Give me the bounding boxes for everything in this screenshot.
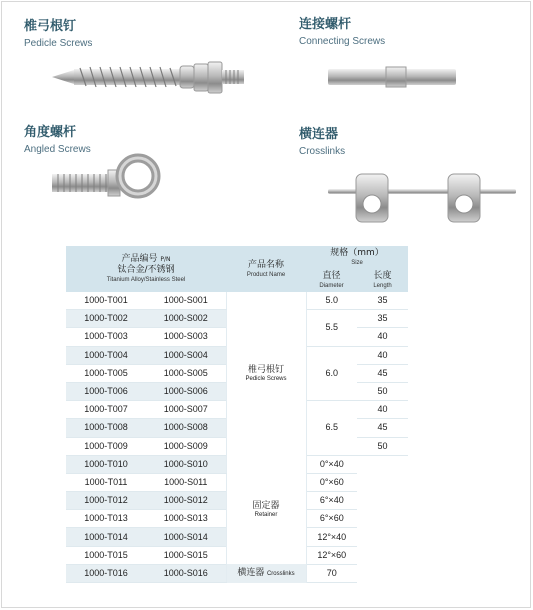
ti-pn: 1000-T013 (66, 510, 146, 528)
crosslink-size: 70 (306, 564, 357, 582)
crosslinks-image (328, 172, 518, 228)
table-row (66, 292, 408, 310)
ss-pn: 1000-S008 (146, 419, 226, 437)
product-connecting-screws (299, 18, 385, 48)
group-crosslinks-en: Crosslinks (266, 570, 295, 577)
ti-pn: 1000-T015 (66, 546, 146, 564)
ti-pn: 1000-T010 (66, 455, 146, 473)
angled-screw-image (52, 156, 164, 206)
ss-pn: 1000-S006 (146, 382, 226, 400)
pn-cn: 产品编号 (121, 254, 158, 264)
diameter-cn: 直径 (322, 270, 341, 281)
ti-pn: 1000-T008 (66, 419, 146, 437)
ss-pn: 1000-S004 (146, 346, 226, 364)
ti-pn: 1000-T006 (66, 382, 146, 400)
group-retainer-en: Retainer (254, 512, 278, 519)
group-retainer (226, 455, 306, 564)
name-cn: 产品名称 (248, 259, 285, 270)
diameter-value: 6.5 (306, 401, 357, 456)
diameter-value: 6.0 (306, 346, 357, 401)
ss-pn: 1000-S012 (146, 492, 226, 510)
ss-pn: 1000-S015 (146, 546, 226, 564)
size-en: Size (351, 259, 363, 266)
length-value: 45 (357, 419, 408, 437)
ti-pn: 1000-T014 (66, 528, 146, 546)
ti-pn: 1000-T004 (66, 346, 146, 364)
length-empty (357, 455, 408, 582)
ti-pn: 1000-T002 (66, 310, 146, 328)
retainer-size: 0°×60 (306, 473, 357, 491)
crosslinks-title-cn: 横连器 (299, 127, 339, 142)
ss-pn: 1000-S001 (146, 292, 226, 310)
ss-pn: 1000-S003 (146, 328, 226, 346)
length-cn: 长度 (373, 270, 392, 281)
pedicle-title-en: Pedicle Screws (24, 38, 93, 49)
ti-pn: 1000-T012 (66, 492, 146, 510)
ss-pn: 1000-S005 (146, 364, 226, 382)
group-pedicle-cn: 椎弓根钉 (248, 364, 285, 375)
group-retainer-cn: 固定器 (252, 500, 280, 511)
diameter-header (306, 268, 357, 292)
crosslinks-title-en: Crosslinks (299, 146, 346, 157)
length-value: 35 (357, 310, 408, 328)
connecting-screw-image (326, 66, 460, 88)
ss-pn: 1000-S016 (146, 564, 226, 582)
size-header (306, 246, 408, 268)
length-header (357, 268, 408, 292)
ss-pn: 1000-S013 (146, 510, 226, 528)
retainer-size: 12°×60 (306, 546, 357, 564)
ti-pn: 1000-T001 (66, 292, 146, 310)
group-pedicle-en: Pedicle Screws (245, 376, 287, 383)
retainer-size: 6°×40 (306, 492, 357, 510)
angled-title-cn: 角度螺杆 (24, 125, 77, 140)
length-value: 40 (357, 328, 408, 346)
length-value: 40 (357, 346, 408, 364)
ss-pn: 1000-S014 (146, 528, 226, 546)
pn-en: P/N (160, 256, 171, 263)
ti-pn: 1000-T016 (66, 564, 146, 582)
group-crosslinks (226, 564, 306, 582)
connecting-title-en: Connecting Screws (299, 36, 386, 47)
ss-pn: 1000-S010 (146, 455, 226, 473)
size-cn: 规格（mm） (330, 247, 384, 258)
name-header (226, 246, 306, 292)
group-pedicle (226, 292, 306, 455)
pedicle-title-cn: 椎弓根钉 (24, 19, 77, 34)
material-cn: 钛合金/不锈钢 (117, 265, 175, 275)
retainer-size: 6°×60 (306, 510, 357, 528)
ss-pn: 1000-S002 (146, 310, 226, 328)
connecting-title-cn: 连接螺杆 (299, 17, 352, 32)
ti-pn: 1000-T003 (66, 328, 146, 346)
length-value: 40 (357, 401, 408, 419)
length-value: 35 (357, 292, 408, 310)
length-value: 45 (357, 364, 408, 382)
product-angled-screws (24, 126, 91, 156)
diameter-value: 5.5 (306, 310, 357, 346)
pn-header (66, 246, 226, 292)
ss-pn: 1000-S007 (146, 401, 226, 419)
ss-pn: 1000-S011 (146, 473, 226, 491)
ti-pn: 1000-T005 (66, 364, 146, 382)
angled-title-en: Angled Screws (24, 144, 91, 155)
ti-pn: 1000-T007 (66, 401, 146, 419)
product-pedicle-screws (24, 20, 92, 50)
ti-pn: 1000-T011 (66, 473, 146, 491)
specification-table (66, 246, 408, 583)
diameter-en: Diameter (319, 282, 344, 289)
diameter-value: 5.0 (306, 292, 357, 310)
length-value: 50 (357, 437, 408, 455)
retainer-size: 12°×40 (306, 528, 357, 546)
product-crosslinks (299, 128, 345, 158)
length-value: 50 (357, 382, 408, 400)
material-en: Titanium Alloy/Stainless Steel (106, 277, 186, 283)
length-en: Length (373, 282, 392, 289)
ss-pn: 1000-S009 (146, 437, 226, 455)
table-row (66, 564, 408, 582)
name-en: Product Name (246, 271, 286, 278)
ti-pn: 1000-T009 (66, 437, 146, 455)
pedicle-screw-image (50, 58, 250, 102)
table-row (66, 455, 408, 473)
group-crosslinks-cn: 横连器 (237, 566, 265, 577)
retainer-size: 0°×40 (306, 455, 357, 473)
